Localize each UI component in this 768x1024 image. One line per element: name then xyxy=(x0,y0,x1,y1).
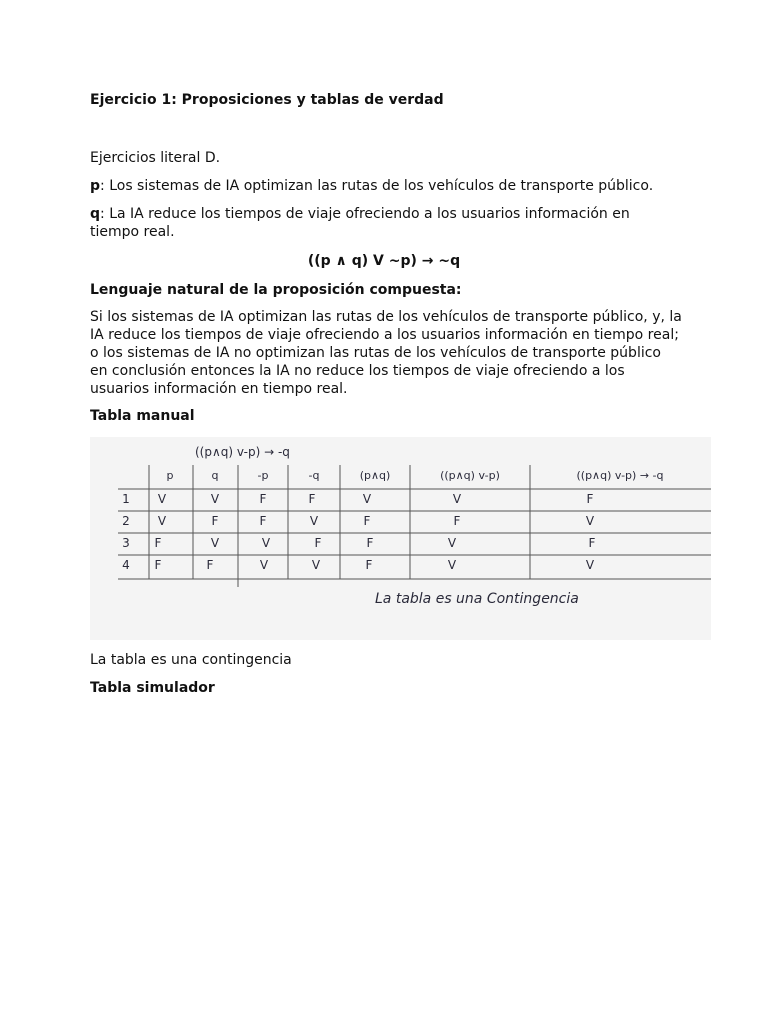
conclusion-text: La tabla es una contingencia xyxy=(90,652,292,668)
cell: V xyxy=(309,514,319,528)
p-text: : Los sistemas de IA optimizan las rutas de los vehículos de transporte público. xyxy=(100,178,654,194)
cell: F xyxy=(366,536,374,550)
cell: F xyxy=(206,558,214,572)
header-implication: ((p∧q) v-p) → -q xyxy=(576,469,664,482)
subtitle: Ejercicios literal D. xyxy=(90,150,221,166)
handwritten-note: La tabla es una Contingencia xyxy=(375,591,579,607)
cell: V xyxy=(259,558,269,572)
q-definition xyxy=(90,205,682,241)
cell: V xyxy=(157,514,167,528)
simulator-table-heading: Tabla simulador xyxy=(90,680,215,696)
header-p: p xyxy=(166,469,174,482)
cell: F xyxy=(259,492,267,506)
exercise-title: Ejercicio 1: Proposiciones y tablas de verdad xyxy=(90,92,444,108)
handwritten-table-title: ((p∧q) v-p) → -q xyxy=(195,445,290,459)
p-definition xyxy=(90,177,690,195)
q-text: : La IA reduce los tiempos de viaje ofreciendo a los usuarios información en tiempo real. xyxy=(90,206,630,240)
row-number: 1 xyxy=(122,492,130,506)
header-not-p: -p xyxy=(257,469,269,482)
cell: V xyxy=(157,492,167,506)
cell: F xyxy=(314,536,322,550)
cell: V xyxy=(362,492,372,506)
header-not-q: -q xyxy=(308,469,320,482)
row-number: 3 xyxy=(122,536,130,550)
cell: V xyxy=(210,536,220,550)
cell: F xyxy=(308,492,316,506)
row-number: 4 xyxy=(122,558,130,572)
natural-language-text: Si los sistemas de IA optimizan las rutas de los vehículos de transporte público, y, la IA reduce los tiempos de viaje ofreciendo a los usuarios información en tiempo real; o los sistemas de IA no optimizan las rutas de los vehículos de transporte público en conclusión entonces la IA no reduce los tiempos de viaje ofreciendo a los usuarios información en tiempo real. xyxy=(90,309,682,397)
cell: V xyxy=(585,514,595,528)
manual-table-heading: Tabla manual xyxy=(90,408,195,424)
cell: F xyxy=(154,558,162,572)
cell: V xyxy=(210,492,220,506)
cell: F xyxy=(154,536,162,550)
row-number: 2 xyxy=(122,514,130,528)
cell: V xyxy=(447,536,457,550)
handwritten-header-row xyxy=(167,469,664,482)
cell: F xyxy=(588,536,596,550)
q-label: q xyxy=(90,206,101,222)
natural-language-heading: Lenguaje natural de la proposición compuesta: xyxy=(90,282,462,298)
cell: V xyxy=(452,492,462,506)
cell: F xyxy=(365,558,373,572)
cell: F xyxy=(453,514,461,528)
cell: V xyxy=(311,558,321,572)
cell: F xyxy=(259,514,267,528)
cell: F xyxy=(586,492,594,506)
header-or-not-p: ((p∧q) v-p) xyxy=(440,469,500,482)
header-q: q xyxy=(211,469,219,482)
p-label: p xyxy=(90,178,101,194)
header-p-and-q: (p∧q) xyxy=(359,469,391,482)
compound-formula: ((p ∧ q) V ~p) → ~q xyxy=(307,253,461,269)
cell: F xyxy=(363,514,371,528)
handwritten-truth-table-image xyxy=(90,437,711,640)
cell: V xyxy=(585,558,595,572)
cell: V xyxy=(447,558,457,572)
cell: F xyxy=(211,514,219,528)
cell: V xyxy=(261,536,271,550)
